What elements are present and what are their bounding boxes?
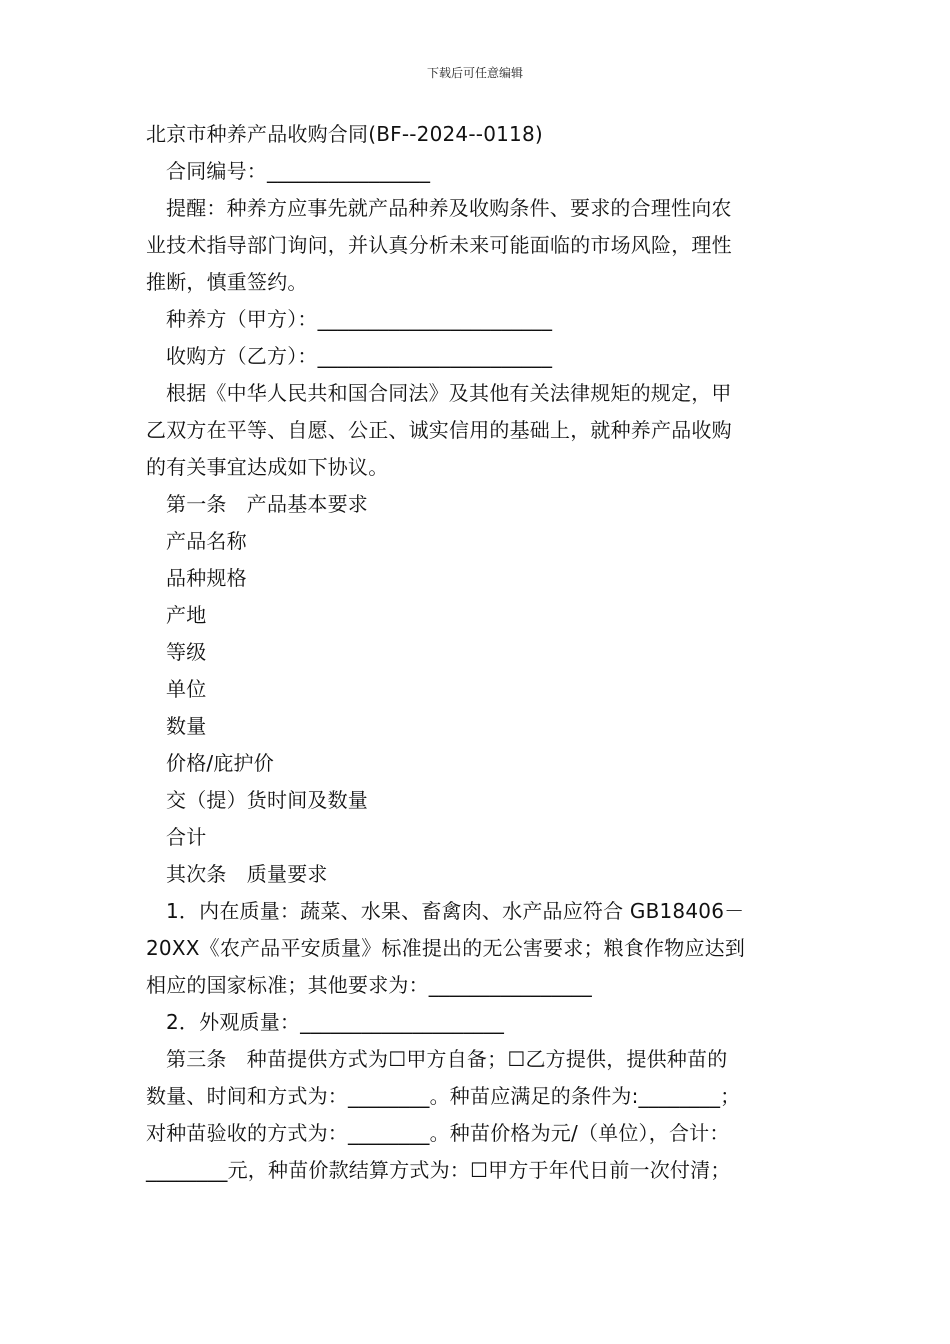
document-line: 品种规格 xyxy=(166,566,247,590)
document-line: 的有关事宜达成如下协议。 xyxy=(146,455,389,479)
document-title: 北京市种养产品收购合同(BF--2024--0118) xyxy=(146,122,543,146)
document-line: 20XX《农产品平安质量》标准提出的无公害要求；粮食作物应达到 xyxy=(146,936,746,960)
document-line: 第一条 产品基本要求 xyxy=(166,492,368,516)
document-line: 数量 xyxy=(166,714,207,738)
document-line: 合计 xyxy=(166,825,207,849)
document-line: 1．内在质量：蔬菜、水果、畜禽肉、水产品应符合 GB18406－ xyxy=(166,899,745,923)
document-line: 等级 xyxy=(166,640,207,664)
document-line: 种养方（甲方）：_______________________ xyxy=(166,307,553,331)
page-header: 下载后可任意编辑 xyxy=(426,66,523,80)
document-line: 业技术指导部门询问，并认真分析未来可能面临的市场风险，理性 xyxy=(146,233,732,257)
document-line: 相应的国家标准；其他要求为：________________ xyxy=(146,973,592,997)
document-line: 第三条 种苗提供方式为☐甲方自备；☐乙方提供，提供种苗的 xyxy=(166,1047,728,1071)
document-line: 产地 xyxy=(166,603,207,627)
document-line: 收购方（乙方）：_______________________ xyxy=(166,344,553,368)
document-line: 产品名称 xyxy=(166,529,247,553)
document-line: 2．外观质量：____________________ xyxy=(166,1010,505,1034)
document-line: 推断，慎重签约。 xyxy=(146,270,308,294)
document-line: 数量、时间和方式为：________。种苗应满足的条件为:________； xyxy=(146,1084,741,1108)
document-line: 对种苗验收的方式为：________。种苗价格为元/（单位），合计： xyxy=(146,1121,730,1145)
document-line: 提醒：种养方应事先就产品种养及收购条件、要求的合理性向农 xyxy=(166,196,732,220)
document-line: 合同编号：________________ xyxy=(166,159,431,183)
document-line: 单位 xyxy=(166,677,207,701)
document-line: 价格/庇护价 xyxy=(166,751,274,775)
document-line: ________元，种苗价款结算方式为：☐甲方于年代日前一次付清； xyxy=(146,1158,731,1182)
document-line: 乙双方在平等、自愿、公正、诚实信用的基础上，就种养产品收购 xyxy=(146,418,732,442)
document-line: 根据《中华人民共和国合同法》及其他有关法律规矩的规定，甲 xyxy=(166,381,732,405)
document-line: 其次条 质量要求 xyxy=(166,862,328,886)
document-line: 交（提）货时间及数量 xyxy=(166,788,368,812)
document-body xyxy=(146,116,806,1189)
